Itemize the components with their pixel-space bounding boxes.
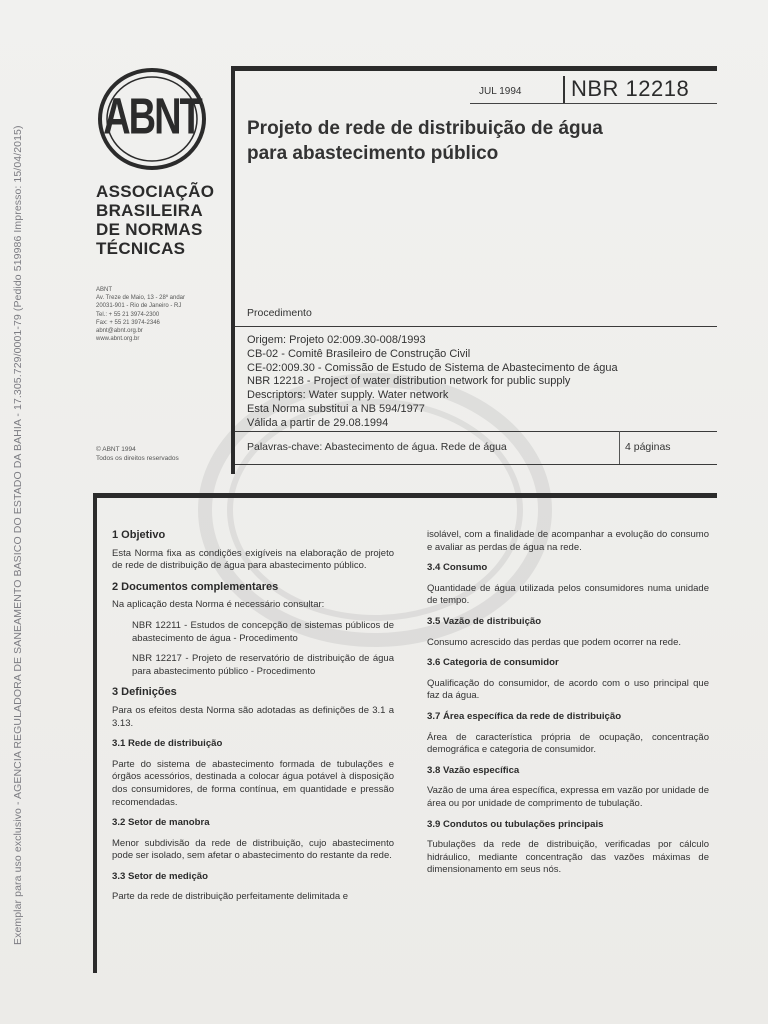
logo-text: ABNT bbox=[103, 86, 201, 145]
page-count: 4 páginas bbox=[625, 441, 671, 453]
address-line: Tel.: + 55 21 3974-2300 bbox=[96, 311, 160, 318]
paragraph: Menor subdivisão da rede de distribuição, cujo abastecimento pode ser isolado, sem afetar o abastecimento do restante da rede. bbox=[112, 837, 394, 862]
origin-line: CE-02:009.30 - Comissão de Estudo de Sistema de Abastecimento de água bbox=[247, 361, 618, 374]
section-heading: 3 Definições bbox=[112, 686, 177, 699]
origin-line: Descriptors: Water supply. Water network bbox=[247, 389, 449, 402]
subsection-heading: 3.8 Vazão específica bbox=[427, 764, 520, 776]
address-line: 20031-901 - Rio de Janeiro - RJ bbox=[96, 303, 182, 310]
origin-line: Origem: Projeto 02:009.30-008/1993 bbox=[247, 334, 426, 346]
origin-block bbox=[247, 334, 618, 431]
right-column bbox=[427, 529, 709, 885]
section-heading: 2 Documentos complementares bbox=[112, 580, 279, 593]
origin-line: NBR 12218 - Project of water distribution network for public supply bbox=[247, 375, 571, 388]
reference-item: NBR 12211 - Estudos de concepção de sistemas públicos de abastecimento de água - Procedimento bbox=[132, 619, 394, 644]
subsection-heading: 3.4 Consumo bbox=[427, 562, 488, 574]
code-separator bbox=[563, 76, 565, 104]
pages-separator bbox=[619, 431, 620, 464]
origin-line: CB-02 - Comitê Brasileiro de Construção Civil bbox=[247, 347, 471, 360]
paragraph: Quantidade de água utilizada pelos consumidores numa unidade de tempo. bbox=[427, 582, 709, 607]
header-top-rule bbox=[231, 66, 717, 71]
address-line: abnt@abnt.org.br bbox=[96, 328, 143, 335]
subsection-heading: 3.6 Categoria de consumidor bbox=[427, 657, 559, 669]
subsection-heading: 3.5 Vazão de distribuição bbox=[427, 615, 542, 627]
abnt-logo bbox=[96, 66, 208, 172]
section-heading: 1 Objetivo bbox=[112, 529, 166, 541]
body-left-rule bbox=[93, 493, 97, 973]
origin-line: Esta Norma substitui a NB 594/1977 bbox=[247, 402, 425, 415]
subsection-heading: 3.3 Setor de medição bbox=[112, 870, 208, 882]
organization-name bbox=[96, 182, 214, 258]
type-rule bbox=[235, 326, 717, 327]
date-underline bbox=[470, 103, 717, 104]
reference-item: NBR 12217 - Projeto de reservatório de distribuição de água para abastecimento público - Procedimento bbox=[132, 653, 394, 677]
paragraph: isolável, com a finalidade de acompanhar a evolução do consumo e avaliar as perdas de água na rede. bbox=[427, 529, 709, 553]
org-line: TÉCNICAS bbox=[96, 239, 186, 258]
paragraph: Vazão de uma área específica, expressa em vazão por unidade de área ou por unidade de comprimento de tubulação. bbox=[427, 785, 709, 809]
paragraph: Parte do sistema de abastecimento formada de tubulações e órgãos acessórios, destinada a colocar água potável à disposição dos consumidores, de forma contínua, em quantidade e pressão recomendadas. bbox=[112, 758, 394, 808]
copyright-block bbox=[96, 446, 179, 463]
keywords: Palavras-chave: Abastecimento de água. Rede de água bbox=[247, 441, 507, 453]
copyright-line: Todos os direitos reservados bbox=[96, 454, 179, 462]
paragraph: Área de característica própria de ocupação, concentração demográfica e categoria de consumidor. bbox=[427, 731, 709, 756]
subsection-heading: 3.2 Setor de manobra bbox=[112, 817, 210, 829]
title-line: Projeto de rede de distribuição de água bbox=[247, 118, 603, 139]
subsection-heading: 3.1 Rede de distribuição bbox=[112, 738, 223, 750]
origin-line: Válida a partir de 29.08.1994 bbox=[247, 416, 389, 429]
subsection-heading: 3.7 Área específica da rede de distribuição bbox=[427, 710, 622, 722]
subsection-heading: 3.9 Condutos ou tubulações principais bbox=[427, 818, 604, 830]
left-column bbox=[112, 529, 394, 912]
copyright-line: © ABNT 1994 bbox=[96, 446, 136, 453]
address-line: www.abnt.org.br bbox=[96, 336, 140, 343]
title-line: para abastecimento público bbox=[247, 143, 499, 164]
body-top-rule bbox=[93, 493, 717, 498]
paragraph: Qualificação do consumidor, de acordo com o uso principal que faz da água. bbox=[427, 677, 709, 702]
paragraph: Esta Norma fixa as condições exigíveis na elaboração de projeto de rede de distribuição de água para abastecimento público. bbox=[112, 547, 394, 572]
document-title bbox=[247, 116, 707, 166]
paragraph: Parte da rede de distribuição perfeitamente delimitada e bbox=[112, 891, 349, 903]
paragraph: Para os efeitos desta Norma são adotadas as definições de 3.1 a 3.13. bbox=[112, 704, 394, 729]
org-line: ASSOCIAÇÃO bbox=[96, 182, 215, 201]
paragraph: Na aplicação desta Norma é necessário consultar: bbox=[112, 599, 325, 611]
keywords-bottom-rule bbox=[235, 464, 717, 465]
org-line: DE NORMAS bbox=[96, 220, 203, 239]
document-type: Procedimento bbox=[247, 307, 312, 319]
address-line: ABNT bbox=[96, 287, 113, 293]
paragraph: Consumo acrescido das perdas que podem ocorrer na rede. bbox=[427, 636, 682, 648]
address-block bbox=[96, 286, 185, 343]
address-line: Fax: + 55 21 3974-2346 bbox=[96, 319, 160, 326]
org-line: BRASILEIRA bbox=[96, 201, 203, 220]
print-watermark-text: Exemplar para uso exclusivo - AGENCIA REGULADORA DE SANEAMENTO BASICO DO ESTADO DA BAHIA - 17.305.729/0001-79 (Pedido 519986 Impresso: 15/04/2015) bbox=[12, 125, 24, 945]
publication-date: JUL 1994 bbox=[479, 86, 522, 97]
address-line: Av. Treze de Maio, 13 - 28º andar bbox=[96, 295, 186, 302]
paragraph: Tubulações da rede de distribuição, verificadas por cálculo hidráulico, mediante concentração das vazões máximas de dimensionamento em seus nós. bbox=[427, 839, 709, 876]
standard-code: NBR 12218 bbox=[571, 76, 690, 101]
keywords-top-rule bbox=[235, 431, 717, 432]
header-left-rule bbox=[231, 66, 235, 474]
